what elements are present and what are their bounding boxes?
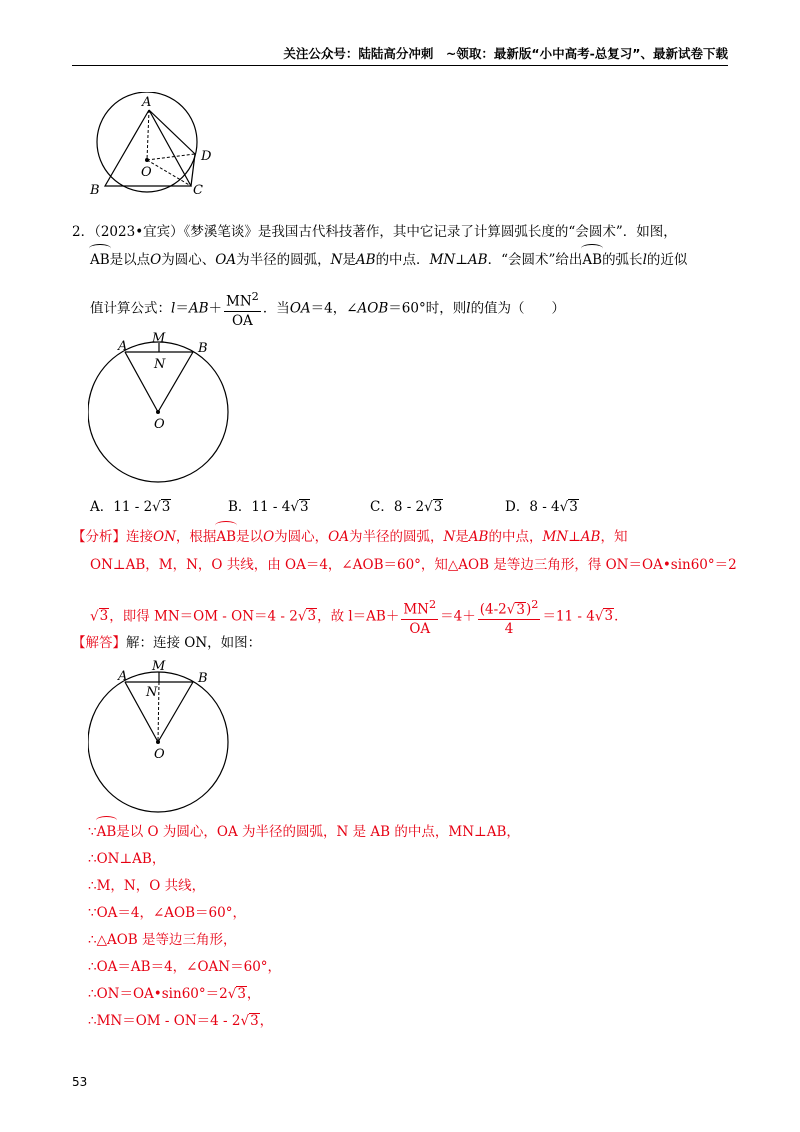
solution-intro: 【解答】解：连接 ON，如图： bbox=[72, 635, 262, 651]
label-A: A bbox=[118, 339, 128, 354]
choice-d[interactable]: D．8 - 4√3 bbox=[505, 499, 578, 515]
label-A: A bbox=[142, 95, 152, 110]
solution-tag: 【解答】 bbox=[72, 635, 126, 651]
question-line-1 bbox=[72, 222, 677, 242]
solution-step-1: ∵AB是以 O 为圆心，OA 为半径的圆弧，N 是 AB 的中点，MN⊥AB， bbox=[88, 824, 520, 840]
label-A: A bbox=[118, 669, 128, 684]
label-M: M bbox=[152, 659, 166, 674]
question-line-2: AB是以点O为圆心、OA为半径的圆弧，N是AB的中点．MN⊥AB．“会圆术”给出AB的弧长l的近似 bbox=[90, 252, 688, 268]
solution-step-2: ∴ON⊥AB， bbox=[88, 851, 166, 867]
choice-b[interactable]: B．11 - 4√3 bbox=[228, 499, 309, 515]
question-number: 2． bbox=[72, 224, 95, 240]
choice-a[interactable]: A．11 - 2√3 bbox=[90, 499, 171, 515]
label-B: B bbox=[90, 183, 100, 198]
question-source: （2023•宜宾）《梦溪笔谈》是我国古代科技著作，其中它记录了计算圆弧长度的“会圆术”．如图， bbox=[94, 224, 677, 240]
solution-step-3: ∴M，N，O 共线， bbox=[88, 878, 206, 894]
formula-fraction: $\frac{MN^2}{OA}$ bbox=[226, 290, 259, 329]
arc-AB-2: AB bbox=[582, 252, 603, 268]
arc-AB: AB bbox=[90, 252, 110, 268]
solution-step-4: ∵OA＝4，∠AOB＝60°， bbox=[88, 905, 246, 921]
page-number: 53 bbox=[72, 1075, 88, 1089]
question-line-3: 值计算公式：l＝AB＋ $\frac{MN^2}{OA}$ ．当OA＝4，∠AOB＝60°时，则l的值为（ ） bbox=[90, 290, 566, 329]
solution-step-5: ∴△AOB 是等边三角形， bbox=[88, 932, 237, 948]
page-header: 关注公众号：陆陆高分冲刺 ~领取：最新版“小中高考-总复习”、最新试卷下载 bbox=[283, 46, 728, 61]
solution-step-6: ∴OA＝AB＝4，∠OAN＝60°， bbox=[88, 959, 282, 975]
label-B: B bbox=[198, 671, 208, 686]
label-M: M bbox=[152, 331, 166, 346]
label-N: N bbox=[154, 357, 166, 372]
choice-c[interactable]: C．8 - 2√3 bbox=[370, 499, 443, 515]
label-N: N bbox=[146, 685, 158, 700]
figure-circle-arc bbox=[88, 330, 238, 485]
solution-step-8: ∴MN＝OM - ON＝4 - 2√3， bbox=[88, 1013, 274, 1029]
label-O: O bbox=[154, 747, 165, 762]
label-B: B bbox=[198, 341, 208, 356]
solution-step-7: ∴ON＝OA•sin60°＝2√3， bbox=[88, 986, 261, 1002]
label-C: C bbox=[193, 183, 203, 198]
label-D: D bbox=[201, 149, 212, 164]
analysis-line-2: ON⊥AB，M，N，O 共线，由 OA＝4，∠AOB＝60°，知△AOB 是等边三角形，得 ON＝OA•sin60°＝2 bbox=[90, 557, 737, 573]
label-O: O bbox=[154, 417, 165, 432]
analysis-line-1: 【分析】连接ON，根据AB是以O为圆心，OA为半径的圆弧，N是AB的中点，MN⊥AB，知 bbox=[72, 529, 628, 545]
figure-circle-arc-solution bbox=[88, 658, 238, 818]
figure-circle-quadrilateral bbox=[85, 92, 225, 202]
analysis-tag: 【分析】 bbox=[72, 529, 126, 545]
header-divider bbox=[72, 65, 728, 66]
analysis-line-3: √3，即得 MN＝OM - ON＝4 - 2√3，故 l＝AB＋ $\frac{MN^2}{OA}$ ＝4＋ $\frac{(4-2√3)^2}{4}$ ＝11 - 4√3． bbox=[90, 598, 628, 637]
label-O: O bbox=[141, 165, 152, 180]
